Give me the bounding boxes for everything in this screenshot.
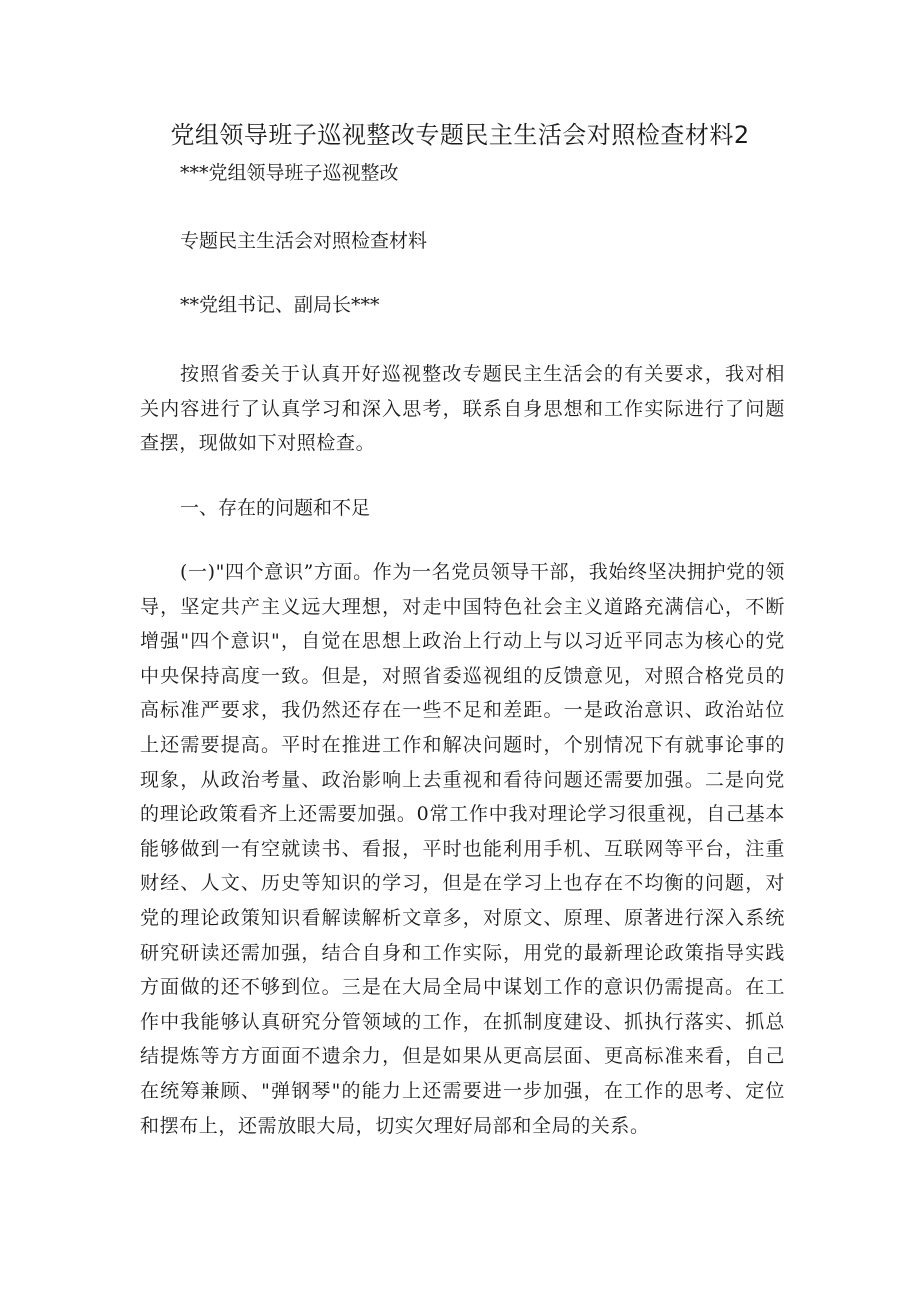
intro-paragraph: 按照省委关于认真开好巡视整改专题民主生活会的有关要求，我对相关内容进行了认真学习和深入思考，联系自身思想和工作实际进行了问题查摆，现做如下对照检查。 (140, 363, 785, 455)
document-title: 党组领导班子巡视整改专题民主生活会对照检查材料2 (170, 121, 750, 149)
author-line: **党组书记、副局长*** (180, 294, 380, 316)
subtitle-line-2: 专题民主生活会对照检查材料 (180, 230, 428, 252)
subtitle-line-1: ***党组领导班子巡视整改 (180, 162, 399, 184)
section-heading: 一、存在的问题和不足 (180, 497, 371, 519)
body-paragraph: (一)"四个意识”方面。作为一名党员领导干部，我始终坚决拥护党的领导，坚定共产主义远大理想，对走中国特色社会主义道路充满信心，不断增强"四个意识"，自觉在思想上政治上行动上与以习近平同志为核心的党中央保持高度一致。但是，对照省委巡视组的反馈意见，对照合格党员的高标准严要求，我仍然还存在一些不足和差距。一是政治意识、政治站位上还需要提高。平时在推进工作和解决问题时，个别情况下有就事论事的现象，从政治考量、政治影响上去重视和看待问题还需要加强。二是向党的理论政策看齐上还需要加强。0常工作中我对理论学习很重视，自己基本能够做到一有空就读书、看报，平时也能利用手机、互联网等平台，注重财经、人文、历史等知识的学习，但是在学习上也存在不均衡的问题，对党的理论政策知识看解读解析文章多，对原文、原理、原著进行深入系统研究研读还需加强，结合自身和工作实际，用党的最新理论政策指导实践方面做的还不够到位。三是在大局全局中谋划工作的意识仍需提高。在工作中我能够认真研究分管领域的工作，在抓制度建设、抓执行落实、抓总结提炼等方方面面不遗余力，但是如果从更高层面、更高标准来看，自己在统筹兼顾、"弹钢琴"的能力上还需要进一步加强，在工作的思考、定位和摆布上，还需放眼大局，切实欠理好局部和全局的关系。 (140, 561, 785, 1137)
